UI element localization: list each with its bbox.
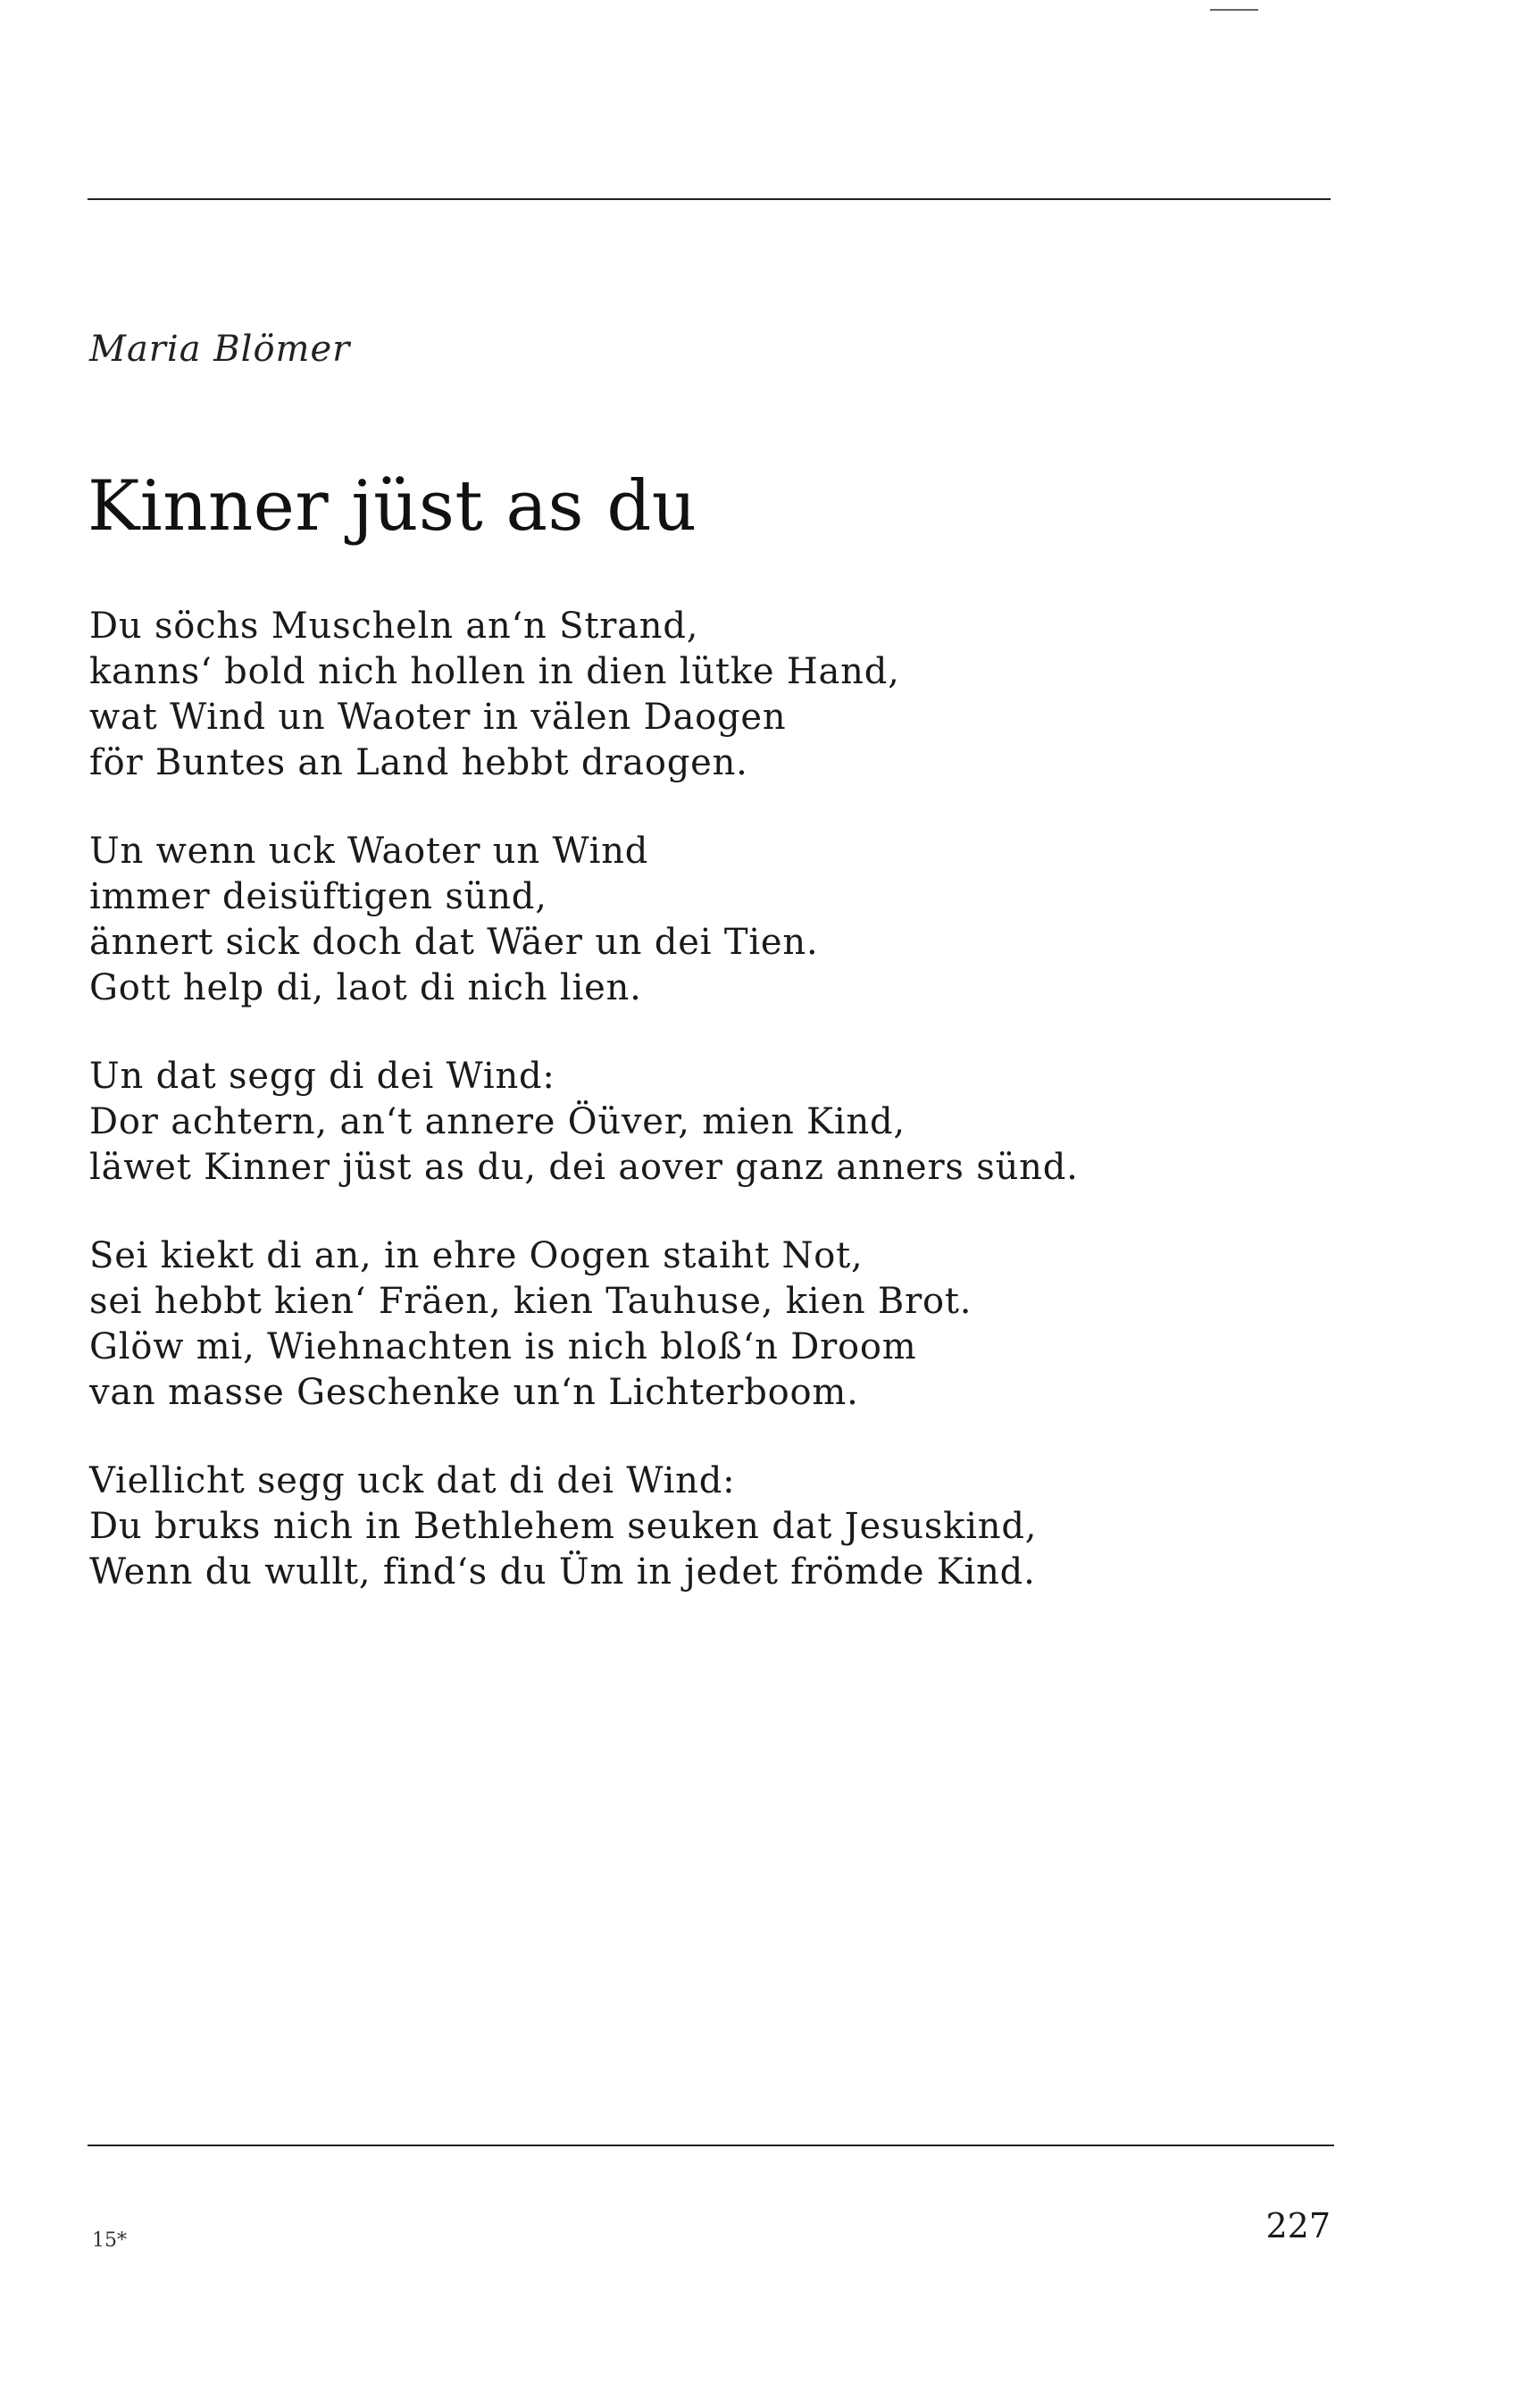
- stanza-1: [89, 604, 1340, 786]
- header-rule: [88, 198, 1331, 200]
- poem-line: för Buntes an Land hebbt draogen.: [89, 742, 748, 783]
- poem-line: Du bruks nich in Bethlehem seuken dat Jesuskind,: [89, 1506, 1038, 1547]
- poem-line: kanns‘ bold nich hollen in dien lütke Hand,: [89, 651, 900, 692]
- poem-title: Kinner jüst as du: [88, 466, 697, 547]
- poem-line: sei hebbt kien‘ Fräen, kien Tauhuse, kien Brot.: [89, 1281, 973, 1322]
- poem-line: Un wenn uck Waoter un Wind: [89, 831, 649, 872]
- poem-line: immer deisüftigen sünd,: [89, 876, 547, 917]
- poem-line: ännert sick doch dat Wäer un dei Tien.: [89, 922, 819, 963]
- stanza-3: [89, 1054, 1340, 1191]
- poem-line: läwet Kinner jüst as du, dei aover ganz anners sünd.: [89, 1147, 1079, 1188]
- stanza-4: [89, 1233, 1340, 1416]
- author-name: Maria Blömer: [89, 329, 351, 370]
- top-edge-mark: [1210, 9, 1258, 11]
- poem-line: Gott help di, laot di nich lien.: [89, 967, 642, 1008]
- poem-line: Glöw mi, Wiehnachten is nich bloß‘n Droom: [89, 1326, 917, 1367]
- poem-line: Dor achtern, an‘t annere Öüver, mien Kind,: [89, 1101, 906, 1142]
- stanza-2: [89, 829, 1340, 1011]
- poem-line: Viellicht segg uck dat di dei Wind:: [89, 1460, 736, 1501]
- poem-line: wat Wind un Waoter in välen Daogen: [89, 697, 787, 738]
- poem-body: [89, 604, 1340, 1638]
- poem-line: Du söchs Muscheln an‘n Strand,: [89, 606, 699, 647]
- footer-rule: [88, 2145, 1334, 2146]
- poem-line: Sei kiekt di an, in ehre Oogen staiht Not,: [89, 1235, 864, 1276]
- printer-signature: 15*: [92, 2229, 127, 2252]
- poem-line: Un dat segg di dei Wind:: [89, 1056, 555, 1097]
- page-number: 227: [1265, 2206, 1331, 2245]
- poem-line: Wenn du wullt, find‘s du Üm in jedet frömde Kind.: [89, 1551, 1036, 1593]
- poem-line: van masse Geschenke un‘n Lichterboom.: [89, 1372, 859, 1413]
- stanza-5: [89, 1459, 1340, 1595]
